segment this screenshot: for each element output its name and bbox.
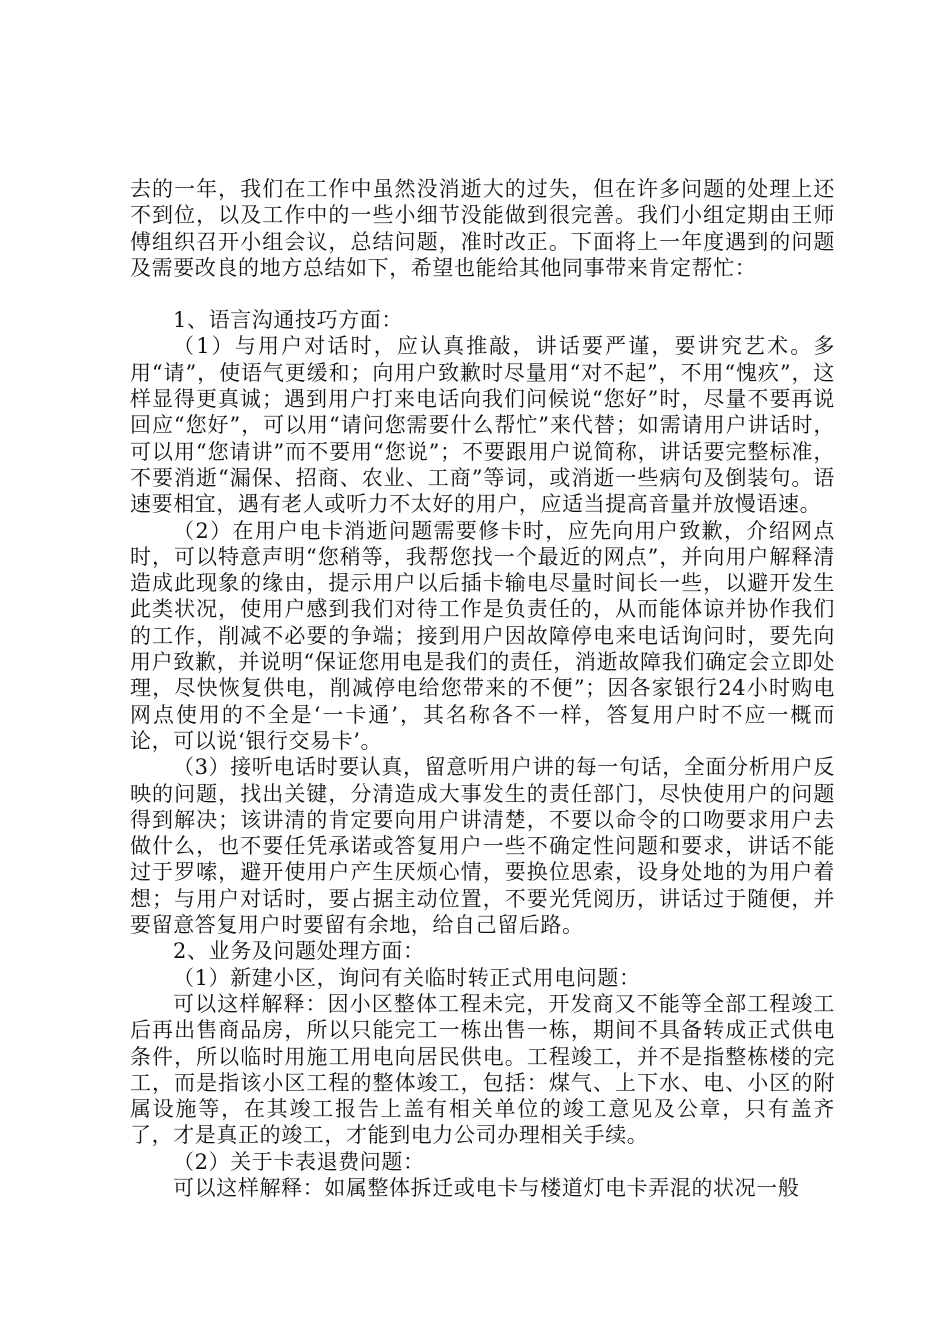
subheading-item-2-2: （2）关于卡表退费问题：	[173, 1149, 425, 1174]
paragraph-item-1-1: （1）与用户对话时，应认真推敲，讲话要严谨，要讲究艺术。多用“请”，使语气更缓和；向用户致歉时尽量用“对不起”，不用“愧疚”，这样显得更真诚；遇到用户打来电话向我们问候说“您好”时，尽量不要再说回应“您好”，可以用“请问您需要什么帮忙”来代替；如需请用户讲话时，可以用“您请讲”而不要用“您说”；不要跟用户说简称，讲话要完整标准，不要消逝“漏保、招商、农业、工商”等词，或消逝一些病句及倒装句。语速要相宜，遇有老人或听力不太好的用户，应适当提高音量并放慢语速。	[130, 334, 835, 517]
paragraph-item-2-1-body: 可以这样解释：因小区整体工程未完，开发商又不能等全部工程竣工后再出售商品房，所以只能完工一栋出售一栋，期间不具备转成正式供电条件，所以临时用施工用电向居民供电。工程竣工，并不是指整栋楼的完工，而是指该小区工程的整体竣工，包括：煤气、上下水、电、小区的附属设施等，在其竣工报告上盖有相关单位的竣工意见及公章，只有盖齐了，才是真正的竣工，才能到电力公司办理相关手续。	[130, 991, 835, 1148]
section-heading-business: 2、业务及问题处理方面：	[173, 939, 425, 964]
section-heading-language: 1、语言沟通技巧方面：	[173, 308, 404, 333]
document-body	[130, 176, 835, 1201]
paragraph-item-1-3: （3）接听电话时要认真，留意听用户讲的每一句话，全面分析用户反映的问题，找出关键，分清造成大事发生的责任部门，尽快使用户的问题得到解决；该讲清的肯定要向用户讲清楚，不要以命令的口吻要求用户去做什么，也不要任凭承诺或答复用户一些不确定性问题和要求，讲话不能过于罗嗦，避开使用户产生厌烦心情，要换位思索，设身处地的为用户着想；与用户对话时，要占据主动位置，不要光凭阅历，讲话过于随便，并要留意答复用户时要留有余地，给自己留后路。	[130, 755, 836, 938]
intro-paragraph: 去的一年，我们在工作中虽然没消逝大的过失，但在许多问题的处理上还不到位，以及工作中的一些小细节没能做到很完善。我们小组定期由王师傅组织召开小组会议，总结问题，准时改正。下面将上一年度遇到的问题及需要改良的地方总结如下，希望也能给其他同事带来肯定帮忙：	[130, 177, 835, 280]
paragraph-item-1-2: （2）在用户电卡消逝问题需要修卡时，应先向用户致歉，介绍网点时，可以特意声明“您稍等，我帮您找一个最近的网点”，并向用户解释清造成此现象的缘由，提示用户以后插卡输电尽量时间长一些，以避开发生此类状况，使用户感到我们对待工作是负责任的，从而能体谅并协作我们的工作，削减不必要的争端；接到用户因故障停电来电话询问时，要先向用户致歉，并说明“保证您用电是我们的责任，消逝故障我们确定会立即处理，尽快恢复供电，削减停电给您带来的不便”；因各家银行24小时购电网点使用的不全是‘一卡通’，其名称各不一样，答复用户时不应一概而论，可以说‘银行交易卡’。	[130, 518, 835, 753]
subheading-item-2-1: （1）新建小区，询问有关临时转正式用电问题：	[173, 965, 641, 990]
paragraph-item-2-2-body: 可以这样解释：如属整体拆迁或电卡与楼道灯电卡弄混的状况一般	[173, 1175, 800, 1200]
paragraph-gap	[130, 281, 835, 307]
